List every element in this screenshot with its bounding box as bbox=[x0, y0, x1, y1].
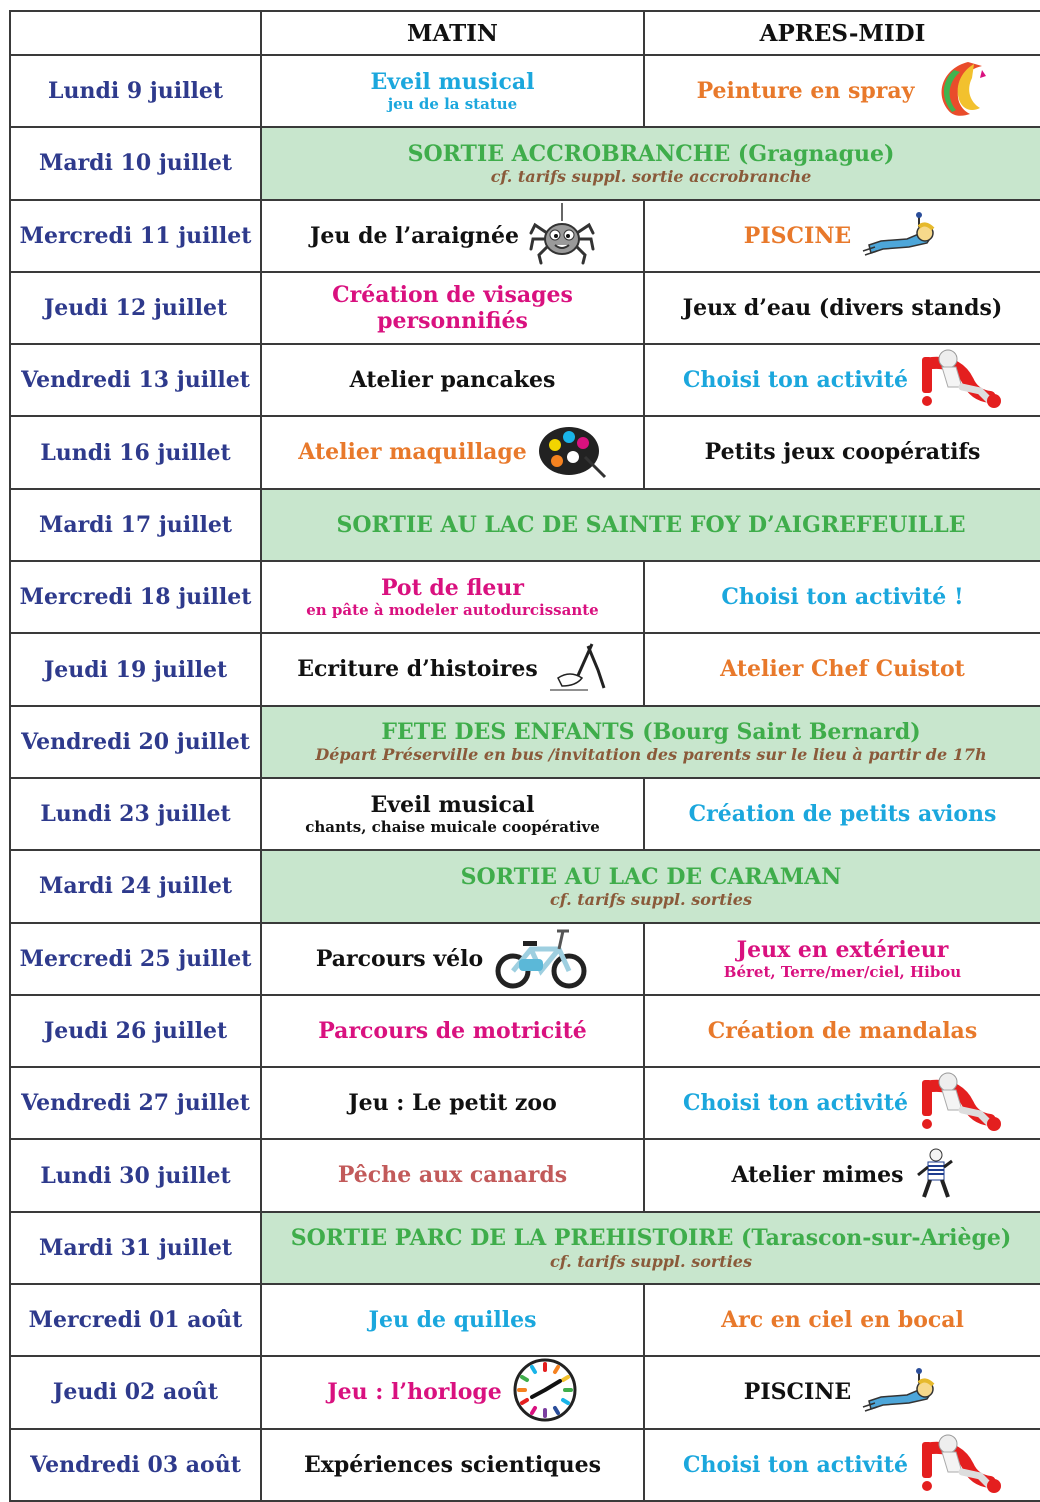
afternoon-header: APRES-MIDI bbox=[644, 11, 1040, 55]
morning-activity bbox=[262, 792, 643, 836]
outing-title: SORTIE PARC DE LA PREHISTOIRE (Tarascon-sur-Ariège) bbox=[290, 1225, 1012, 1252]
morning-activity-text bbox=[350, 367, 556, 393]
bicycle-icon bbox=[493, 925, 589, 993]
afternoon-cell bbox=[644, 1139, 1040, 1211]
afternoon-activity-text bbox=[689, 801, 997, 827]
morning-cell bbox=[261, 344, 644, 416]
morning-header: MATIN bbox=[261, 11, 644, 55]
afternoon-activity bbox=[645, 1147, 1040, 1205]
corner-cell bbox=[10, 11, 261, 55]
day-label: Jeudi 19 juillet bbox=[10, 633, 261, 705]
afternoon-activity-text bbox=[683, 1090, 908, 1116]
day-label: Mercredi 25 juillet bbox=[10, 923, 261, 995]
schedule-row bbox=[10, 706, 1040, 778]
morning-activity-title: Jeu : l’horloge bbox=[327, 1379, 502, 1406]
morning-activity-title: Parcours vélo bbox=[315, 945, 484, 972]
morning-activity-text bbox=[318, 1018, 587, 1044]
paint-splash-icon bbox=[924, 58, 988, 124]
afternoon-activity-title: PISCINE bbox=[743, 1379, 852, 1406]
day-label: Jeudi 12 juillet bbox=[10, 272, 261, 344]
morning-cell bbox=[261, 778, 644, 850]
morning-activity bbox=[262, 1162, 643, 1188]
day-label: Vendredi 03 août bbox=[10, 1429, 261, 1501]
schedule-row bbox=[10, 1067, 1040, 1139]
afternoon-cell bbox=[644, 1429, 1040, 1501]
afternoon-activity-title: Choisi ton activité bbox=[683, 1451, 908, 1478]
outing-cell bbox=[261, 706, 1040, 778]
morning-activity-text bbox=[316, 946, 483, 972]
spider-icon bbox=[529, 203, 595, 269]
morning-activity-text bbox=[348, 1090, 557, 1116]
outing-cell bbox=[261, 850, 1040, 922]
makeup-palette-icon bbox=[537, 423, 607, 483]
afternoon-activity bbox=[645, 1307, 1040, 1333]
afternoon-activity-title: Atelier Chef Cuistot bbox=[720, 656, 965, 683]
afternoon-activity-title: Choisi ton activité bbox=[683, 1090, 908, 1117]
afternoon-activity bbox=[645, 1367, 1040, 1417]
afternoon-activity-text bbox=[683, 295, 1003, 321]
clock-icon bbox=[512, 1357, 578, 1427]
afternoon-activity-title: Choisi ton activité ! bbox=[721, 584, 964, 611]
afternoon-activity-title: Création de mandalas bbox=[707, 1017, 978, 1044]
afternoon-activity-title: Petits jeux coopératifs bbox=[704, 439, 981, 466]
outing-text bbox=[262, 864, 1040, 910]
day-label: Lundi 23 juillet bbox=[10, 778, 261, 850]
outing-note: cf. tarifs suppl. sortie accrobranche bbox=[490, 167, 812, 187]
outing-cell bbox=[261, 127, 1040, 199]
outing-title: SORTIE ACCROBRANCHE (Gragnague) bbox=[407, 140, 895, 167]
morning-activity bbox=[262, 1018, 643, 1044]
morning-activity bbox=[262, 69, 643, 113]
morning-activity-text bbox=[306, 575, 598, 619]
afternoon-activity bbox=[645, 439, 1040, 465]
afternoon-activity bbox=[645, 58, 1040, 124]
morning-activity-text bbox=[298, 439, 526, 465]
morning-activity-text bbox=[297, 656, 537, 682]
morning-cell bbox=[261, 272, 644, 344]
afternoon-cell bbox=[644, 416, 1040, 488]
afternoon-activity bbox=[645, 937, 1040, 981]
day-label: Vendredi 27 juillet bbox=[10, 1067, 261, 1139]
afternoon-cell bbox=[644, 633, 1040, 705]
writing-hand-icon bbox=[548, 640, 608, 700]
outing-title: SORTIE AU LAC DE CARAMAN bbox=[460, 863, 842, 890]
afternoon-activity bbox=[645, 1018, 1040, 1044]
morning-activity-text bbox=[303, 282, 603, 335]
morning-cell bbox=[261, 1067, 644, 1139]
morning-activity-text bbox=[371, 69, 535, 113]
morning-cell bbox=[261, 1356, 644, 1428]
afternoon-activity-title: Peinture en spray bbox=[696, 77, 915, 104]
outing-text bbox=[262, 1225, 1040, 1271]
morning-activity bbox=[262, 1307, 643, 1333]
schedule-row bbox=[10, 850, 1040, 922]
afternoon-activity-text bbox=[697, 78, 915, 104]
afternoon-cell bbox=[644, 923, 1040, 995]
morning-activity-text bbox=[305, 792, 600, 836]
day-label: Lundi 16 juillet bbox=[10, 416, 261, 488]
day-label: Mercredi 11 juillet bbox=[10, 200, 261, 272]
outing-note: cf. tarifs suppl. sorties bbox=[550, 1251, 752, 1271]
morning-activity-title: Pot de fleur bbox=[380, 575, 525, 602]
outing-text bbox=[262, 512, 1040, 538]
morning-activity-title: Parcours de motricité bbox=[318, 1017, 587, 1044]
afternoon-activity bbox=[645, 584, 1040, 610]
afternoon-activity-text bbox=[721, 584, 963, 610]
schedule-row bbox=[10, 416, 1040, 488]
morning-activity bbox=[262, 282, 643, 335]
activity-schedule-table bbox=[9, 10, 1040, 1502]
morning-activity bbox=[262, 575, 643, 619]
morning-activity bbox=[262, 1452, 643, 1478]
morning-activity-detail: en pâte à modeler autodurcissante bbox=[306, 601, 599, 620]
morning-activity-text bbox=[327, 1379, 502, 1405]
morning-cell bbox=[261, 561, 644, 633]
day-label: Mercredi 18 juillet bbox=[10, 561, 261, 633]
schedule-row bbox=[10, 1356, 1040, 1428]
schedule-row bbox=[10, 1284, 1040, 1356]
schedule-row bbox=[10, 633, 1040, 705]
afternoon-activity-title: Choisi ton activité bbox=[683, 367, 908, 394]
afternoon-activity-title: Arc en ciel en bocal bbox=[721, 1307, 964, 1333]
outing-title: FETE DES ENFANTS (Bourg Saint Bernard) bbox=[381, 719, 921, 746]
schedule-row bbox=[10, 1139, 1040, 1211]
afternoon-activity bbox=[645, 1070, 1040, 1136]
morning-cell bbox=[261, 55, 644, 127]
afternoon-activity-text bbox=[744, 1379, 851, 1405]
morning-activity-text bbox=[304, 1452, 601, 1478]
morning-cell bbox=[261, 995, 644, 1067]
outing-note: Départ Préserville en bus /invitation des parents sur le lieu à partir de 17h bbox=[315, 745, 987, 765]
afternoon-cell bbox=[644, 200, 1040, 272]
afternoon-activity-text bbox=[683, 367, 908, 393]
afternoon-cell bbox=[644, 561, 1040, 633]
afternoon-cell bbox=[644, 778, 1040, 850]
schedule-row bbox=[10, 1429, 1040, 1501]
morning-cell bbox=[261, 416, 644, 488]
schedule-row bbox=[10, 489, 1040, 561]
afternoon-activity-text bbox=[731, 1162, 903, 1188]
schedule-row bbox=[10, 272, 1040, 344]
afternoon-activity-detail: Béret, Terre/mer/ciel, Hibou bbox=[723, 962, 962, 981]
outing-cell bbox=[261, 489, 1040, 561]
outing-title: SORTIE AU LAC DE SAINTE FOY D’AIGREFEUILLE bbox=[336, 511, 966, 538]
schedule-row bbox=[10, 200, 1040, 272]
day-label: Mercredi 01 août bbox=[10, 1284, 261, 1356]
day-label: Jeudi 02 août bbox=[10, 1356, 261, 1428]
afternoon-cell bbox=[644, 1284, 1040, 1356]
morning-activity-title: Ecriture d’histoires bbox=[297, 656, 538, 683]
morning-cell bbox=[261, 633, 644, 705]
mime-icon bbox=[914, 1147, 954, 1205]
morning-activity bbox=[262, 1090, 643, 1116]
day-label: Vendredi 20 juillet bbox=[10, 706, 261, 778]
outing-cell bbox=[261, 1212, 1040, 1284]
day-label: Lundi 9 juillet bbox=[10, 55, 261, 127]
day-label: Mardi 24 juillet bbox=[10, 850, 261, 922]
morning-activity bbox=[262, 203, 643, 269]
schedule-row bbox=[10, 778, 1040, 850]
afternoon-activity-text bbox=[708, 1018, 977, 1044]
morning-activity-title: Atelier maquillage bbox=[298, 439, 527, 466]
schedule-row bbox=[10, 1212, 1040, 1284]
day-label: Jeudi 26 juillet bbox=[10, 995, 261, 1067]
morning-activity-text bbox=[369, 1307, 537, 1333]
afternoon-activity-title: Atelier mimes bbox=[731, 1162, 904, 1189]
afternoon-activity bbox=[645, 656, 1040, 682]
morning-cell bbox=[261, 923, 644, 995]
morning-activity-title: Jeu de l’araignée bbox=[310, 222, 519, 249]
schedule-row bbox=[10, 127, 1040, 199]
morning-activity-text bbox=[338, 1162, 567, 1188]
schedule-row bbox=[10, 344, 1040, 416]
header-row bbox=[10, 11, 1040, 55]
exclamation-figure-icon bbox=[918, 1432, 1002, 1498]
morning-activity-text bbox=[310, 223, 519, 249]
morning-cell bbox=[261, 1429, 644, 1501]
morning-activity-detail: jeu de la statue bbox=[387, 95, 518, 114]
exclamation-figure-icon bbox=[918, 1070, 1002, 1136]
outing-note: cf. tarifs suppl. sorties bbox=[550, 890, 752, 910]
morning-activity-title: Pêche aux canards bbox=[337, 1162, 568, 1189]
afternoon-activity bbox=[645, 1432, 1040, 1498]
morning-cell bbox=[261, 200, 644, 272]
morning-activity bbox=[262, 925, 643, 993]
morning-activity-title: Atelier pancakes bbox=[349, 367, 556, 394]
swimmer-icon bbox=[861, 211, 941, 261]
afternoon-activity-title: Jeux en extérieur bbox=[736, 936, 949, 963]
afternoon-activity bbox=[645, 347, 1040, 413]
morning-activity-detail: chants, chaise muicale coopérative bbox=[305, 818, 600, 837]
afternoon-activity-title: Jeux d’eau (divers stands) bbox=[682, 294, 1003, 321]
day-label: Mardi 10 juillet bbox=[10, 127, 261, 199]
morning-cell bbox=[261, 1139, 644, 1211]
morning-activity bbox=[262, 367, 643, 393]
afternoon-cell bbox=[644, 995, 1040, 1067]
morning-cell bbox=[261, 1284, 644, 1356]
day-label: Lundi 30 juillet bbox=[10, 1139, 261, 1211]
morning-activity-title: Eveil musical bbox=[370, 68, 535, 95]
afternoon-activity-text bbox=[705, 439, 981, 465]
schedule-row bbox=[10, 561, 1040, 633]
afternoon-activity-text bbox=[724, 937, 961, 981]
afternoon-activity bbox=[645, 211, 1040, 261]
afternoon-activity bbox=[645, 295, 1040, 321]
morning-activity-title: Création de visages personnifiés bbox=[332, 281, 573, 335]
morning-activity bbox=[262, 1357, 643, 1427]
schedule-row bbox=[10, 55, 1040, 127]
day-label: Mardi 17 juillet bbox=[10, 489, 261, 561]
afternoon-activity-text bbox=[744, 223, 851, 249]
afternoon-activity-title: Création de petits avions bbox=[688, 800, 997, 827]
afternoon-activity-text bbox=[683, 1452, 908, 1478]
afternoon-activity-text bbox=[720, 656, 965, 682]
swimmer-icon bbox=[861, 1367, 941, 1417]
morning-activity-title: Jeu : Le petit zoo bbox=[348, 1090, 557, 1117]
schedule-row bbox=[10, 923, 1040, 995]
outing-text bbox=[262, 719, 1040, 765]
afternoon-activity bbox=[645, 801, 1040, 827]
morning-activity bbox=[262, 640, 643, 700]
afternoon-cell bbox=[644, 1067, 1040, 1139]
afternoon-cell bbox=[644, 272, 1040, 344]
day-label: Vendredi 13 juillet bbox=[10, 344, 261, 416]
afternoon-cell bbox=[644, 344, 1040, 416]
afternoon-activity-text bbox=[721, 1307, 964, 1333]
morning-activity bbox=[262, 423, 643, 483]
morning-activity-title: Expériences scientiques bbox=[303, 1451, 602, 1478]
morning-activity-title: Jeu de quilles bbox=[368, 1307, 537, 1333]
outing-text bbox=[262, 141, 1040, 187]
morning-activity-title: Eveil musical bbox=[370, 791, 535, 818]
day-label: Mardi 31 juillet bbox=[10, 1212, 261, 1284]
afternoon-activity-title: PISCINE bbox=[743, 222, 852, 249]
exclamation-figure-icon bbox=[918, 347, 1002, 413]
afternoon-cell bbox=[644, 1356, 1040, 1428]
afternoon-cell bbox=[644, 55, 1040, 127]
schedule-row bbox=[10, 995, 1040, 1067]
